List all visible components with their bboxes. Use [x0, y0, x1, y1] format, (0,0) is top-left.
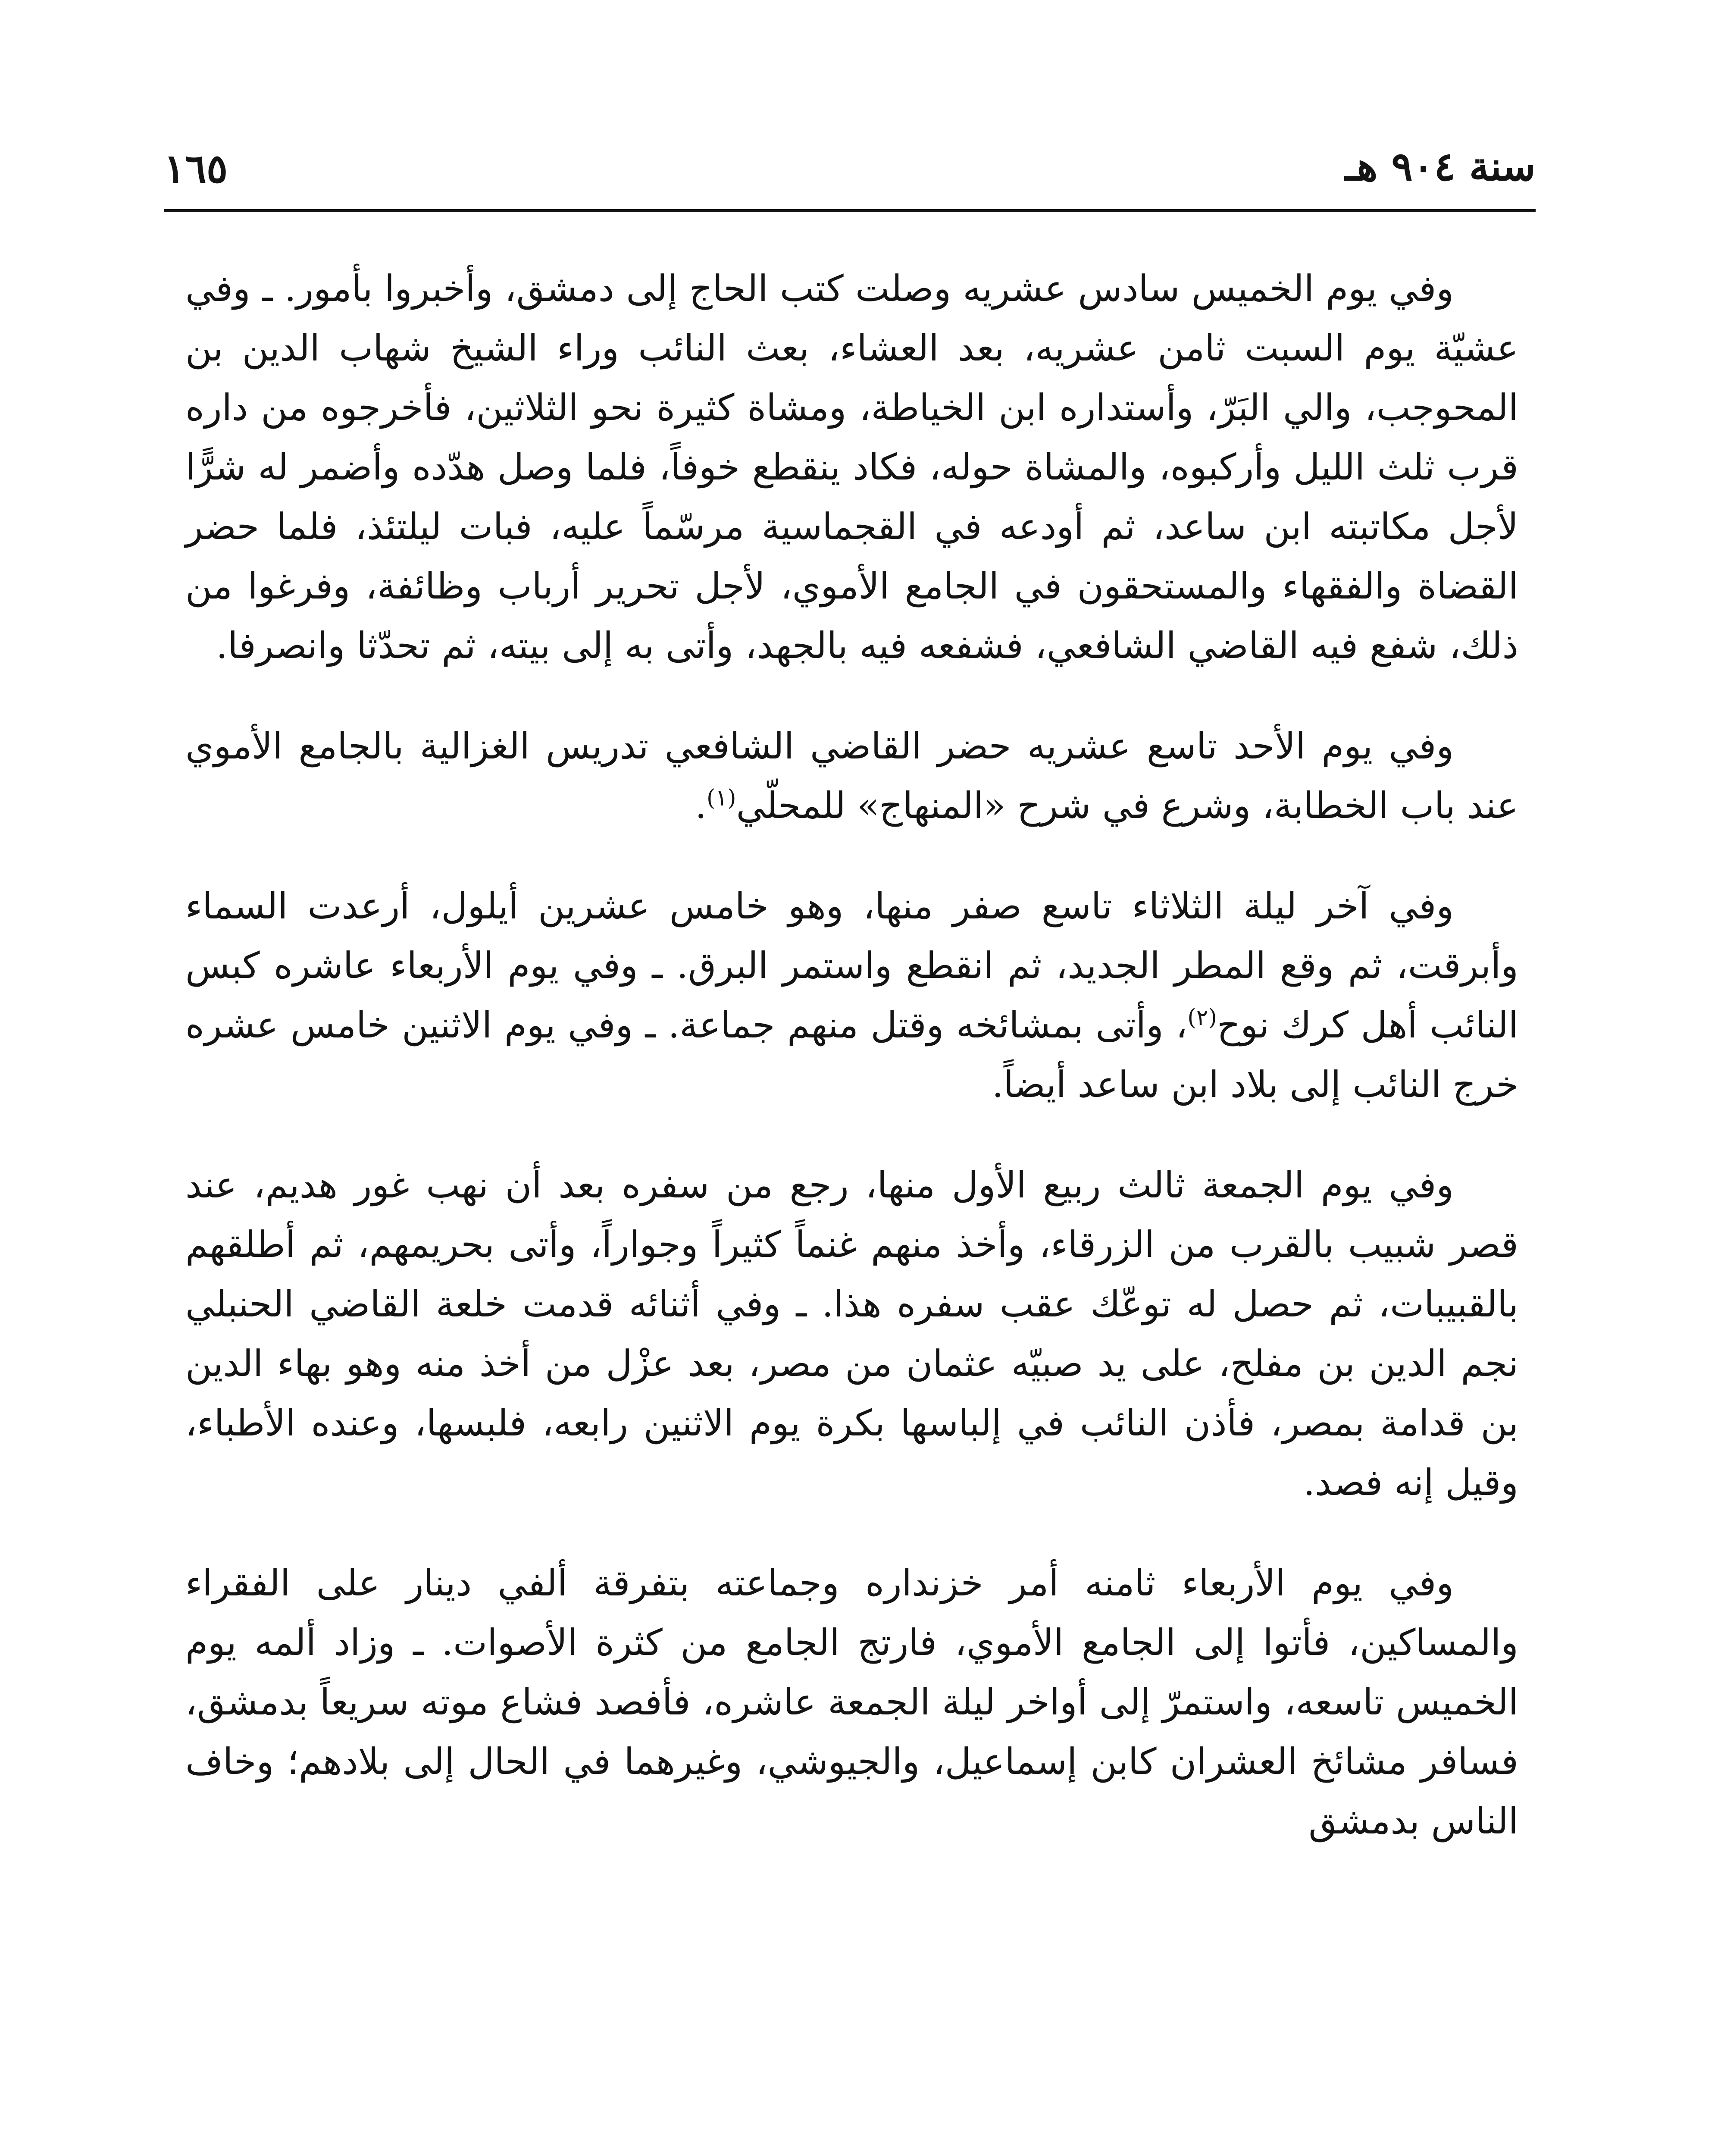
- paragraph-4-text: وفي يوم الجمعة ثالث ربيع الأول منها، رجع من سفره بعد أن نهب غور هديم، عند قصر شبيب بالقرب من الزرقاء، وأخذ منهم غنماً كثيراً وجواراً، وأتى بحريمهم، ثم أطلقهم بالقبيبات، ثم حصل له توعّك عقب سفره هذا. ـ وفي أثنائه قدمت خلعة القاضي الحنبلي نجم الدين بن مفلح، على يد صبيّه عثمان من مصر، بعد عزْل من أخذ منه وهو بهاء الدين بن قدامة بمصر، فأذن النائب في إلباسها بكرة يوم الاثنين رابعه، فلبسها، وعنده الأطباء، وقيل إنه فصد.: [185, 1164, 1518, 1504]
- paragraph-3-text: وفي آخر ليلة الثلاثاء تاسع صفر منها، وهو خامس عشرين أيلول، أرعدت السماء وأبرقت، ثم وقع المطر الجديد، ثم انقطع واستمر البرق. ـ وفي يوم الأربعاء عاشره كبس النائب أهل كرك نوح: [185, 885, 1518, 1046]
- paragraph-4: [185, 1155, 1518, 1512]
- paragraph-5-text: وفي يوم الأربعاء ثامنه أمر خزنداره وجماعته بتفرقة ألفي دينار على الفقراء والمساكين، فأتوا إلى الجامع الأموي، فارتج الجامع من كثرة الأصوات. ـ وزاد ألمه يوم الخميس تاسعه، واستمرّ إلى أواخر ليلة الجمعة عاشره، فأفصد فشاع موته سريعاً بدمشق، فسافر مشائخ العشران كابن إسماعيل، والجيوشي، وغيرهما في الحال إلى بلادهم؛ وخاف الناس بدمشق: [185, 1562, 1518, 1842]
- main-text: [185, 259, 1518, 1851]
- paragraph-1-text: وفي يوم الخميس سادس عشريه وصلت كتب الحاج إلى دمشق، وأخبروا بأمور. ـ وفي عشيّة يوم السبت ثامن عشريه، بعد العشاء، بعث النائب وراء الشيخ شهاب الدين بن المحوجب، والي البَرّ، وأستداره ابن الخياطة، ومشاة كثيرة نحو الثلاثين، فأخرجوه من داره قرب ثلث الليل وأركبوه، والمشاة حوله، فكاد ينقطع خوفاً، فلما وصل هدّده وأضمر له شرًّا لأجل مكاتبته ابن ساعد، ثم أودعه في القجماسية مرسّماً عليه، فبات ليلتئذ، فلما حضر القضاة والفقهاء والمستحقون في الجامع الأموي، لأجل تحرير أرباب وظائفة، وفرغوا من ذلك، شفع فيه القاضي الشافعي، فشفعه فيه بالجهد، وأتى به إلى بيته، ثم تحدّثا وانصرفا.: [185, 267, 1518, 667]
- paragraph-2-text: وفي يوم الأحد تاسع عشريه حضر القاضي الشافعي تدريس الغزالية بالجامع الأموي عند باب الخطابة، وشرع في شرح «المنهاج» للمحلّي: [185, 725, 1518, 827]
- paragraph-2-tail: .: [695, 784, 707, 827]
- running-header: [164, 129, 1536, 207]
- paragraph-5: [185, 1553, 1518, 1851]
- footnote-ref-2[interactable]: (٢): [1187, 1005, 1217, 1031]
- paragraph-3: [185, 876, 1518, 1114]
- header-rule: [164, 209, 1536, 212]
- footnote-ref-1[interactable]: (١): [707, 785, 736, 811]
- running-header-title: سنة ٩٠٤ هـ: [1345, 143, 1536, 190]
- page-number: ١٦٥: [164, 145, 228, 192]
- paragraph-1: [185, 259, 1518, 675]
- paragraph-2: [185, 716, 1518, 835]
- paragraph-3-tail: ، وأتى بمشائخه وقتل منهم جماعة. ـ وفي يوم الاثنين خامس عشره خرج النائب إلى بلاد ابن ساعد أيضاً.: [185, 1004, 1518, 1106]
